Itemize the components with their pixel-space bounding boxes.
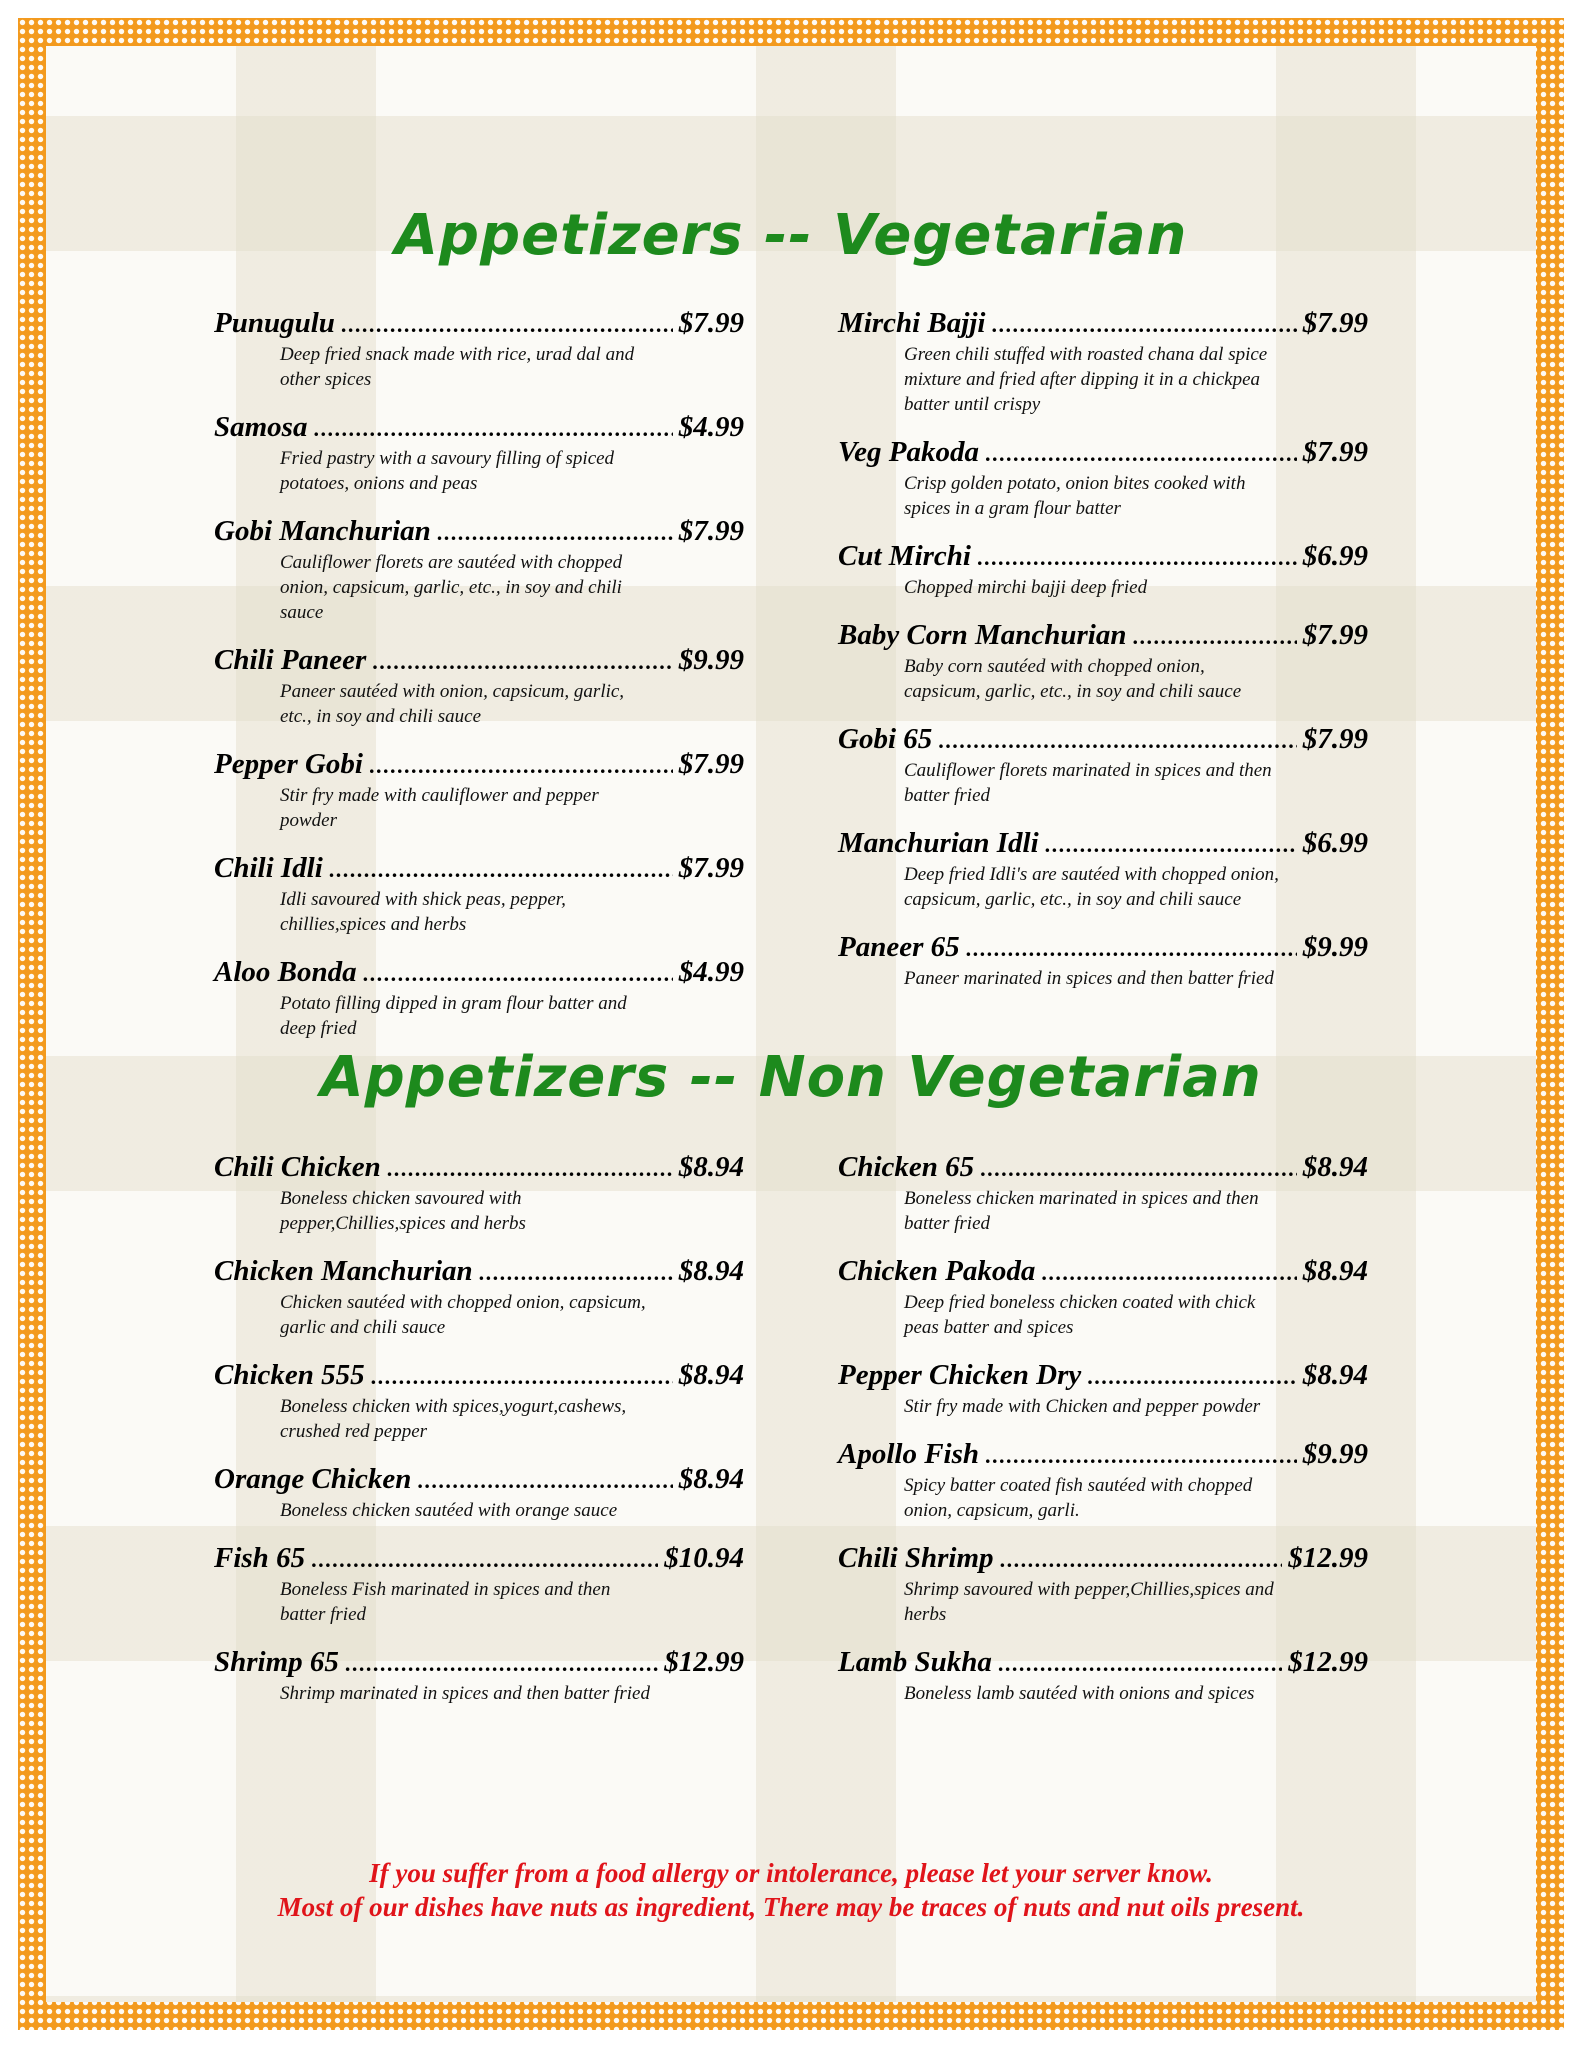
menu-item-description: Deep fried boneless chicken coated with chick peas batter and spices — [904, 1292, 1256, 1338]
menu-item-price: $7.99 — [678, 515, 744, 547]
menu-item-name: Baby Corn Manchurian — [838, 619, 1127, 651]
menu-item-price: $8.94 — [1302, 1255, 1368, 1287]
dot-leader — [1000, 1543, 1283, 1577]
menu-item-header — [214, 955, 744, 991]
menu-item — [214, 514, 744, 625]
dot-leader — [938, 724, 1297, 758]
menu-item-name: Punugulu — [214, 307, 335, 339]
menu-item-price: $7.99 — [1302, 619, 1368, 651]
menu-item-price: $6.99 — [1302, 540, 1368, 572]
menu-item-header — [838, 1437, 1368, 1473]
menu-item-description: Boneless Fish marinated in spices and then batter fried — [280, 1579, 611, 1625]
menu-item-description: Boneless chicken marinated in spices and then batter fried — [904, 1188, 1259, 1234]
menu-item-name: Pepper Chicken Dry — [838, 1359, 1082, 1391]
menu-item-description: Boneless chicken with spices,yogurt,cashews, crushed red pepper — [280, 1396, 627, 1442]
menu-item-price: $6.99 — [1302, 827, 1368, 859]
menu-item — [214, 410, 744, 496]
dot-leader — [1133, 620, 1297, 654]
menu-item-description: Shrimp savoured with pepper,Chillies,spices and herbs — [904, 1579, 1274, 1625]
menu-item-price: $7.99 — [678, 307, 744, 339]
menu-item-price: $9.99 — [678, 644, 744, 676]
menu-item-name: Gobi 65 — [838, 723, 933, 755]
dot-leader — [341, 308, 673, 342]
dot-leader — [980, 1152, 1297, 1186]
dot-leader — [371, 1360, 673, 1394]
dot-leader — [985, 1439, 1297, 1473]
menu-item-header — [838, 1541, 1368, 1577]
menu-item-name: Fish 65 — [214, 1542, 306, 1574]
menu-item-header — [838, 1358, 1368, 1394]
menu-item — [838, 1437, 1368, 1523]
vegetarian-right-column — [838, 306, 1368, 1009]
menu-item-price: $7.99 — [678, 748, 744, 780]
dot-leader — [329, 853, 673, 887]
menu-item — [214, 643, 744, 729]
menu-item-header — [214, 747, 744, 783]
menu-item-header — [214, 1541, 744, 1577]
dot-leader — [369, 749, 673, 783]
dot-leader — [372, 645, 672, 679]
menu-item-price: $7.99 — [1302, 307, 1368, 339]
menu-item-description: Boneless chicken sautéed with orange sauce — [280, 1500, 618, 1521]
dot-leader — [985, 437, 1297, 471]
menu-item-description: Potato filling dipped in gram flour batter and deep fried — [280, 993, 627, 1039]
menu-item — [838, 1254, 1368, 1340]
menu-item-header — [838, 618, 1368, 654]
menu-item-description: Fried pastry with a savoury filling of spiced potatoes, onions and peas — [280, 448, 615, 494]
menu-item — [838, 618, 1368, 704]
menu-item-header — [214, 643, 744, 679]
menu-item-description: Paneer marinated in spices and then batter fried — [904, 968, 1274, 989]
menu-item-price: $8.94 — [678, 1151, 744, 1183]
menu-item-name: Chili Chicken — [214, 1151, 381, 1183]
menu-item-name: Aloo Bonda — [214, 956, 357, 988]
menu-item-header — [214, 1254, 744, 1290]
menu-item-description: Baby corn sautéed with chopped onion, capsicum, garlic, etc., in soy and chili sauce — [904, 656, 1242, 702]
menu-item — [838, 539, 1368, 600]
dot-leader — [387, 1152, 673, 1186]
menu-item-description: Cauliflower florets marinated in spices and then batter fried — [904, 760, 1272, 806]
menu-item-header — [214, 851, 744, 887]
dot-leader — [345, 1647, 658, 1681]
dot-leader — [1041, 1256, 1296, 1290]
menu-item-name: Mirchi Bajji — [838, 307, 986, 339]
menu-item — [838, 1645, 1368, 1706]
menu-item-name: Lamb Sukha — [838, 1646, 992, 1678]
menu-item — [214, 1254, 744, 1340]
menu-item-name: Chicken Pakoda — [838, 1255, 1036, 1287]
dot-leader — [998, 1647, 1282, 1681]
menu-item-header — [838, 1645, 1368, 1681]
menu-item-header — [838, 1254, 1368, 1290]
menu-item-header — [214, 306, 744, 342]
menu-item-name: Pepper Gobi — [214, 748, 363, 780]
menu-item-name: Veg Pakoda — [838, 436, 979, 468]
menu-item-header — [838, 306, 1368, 342]
menu-item — [214, 1358, 744, 1444]
menu-item-name: Chicken 65 — [838, 1151, 975, 1183]
menu-item-description: Deep fried snack made with rice, urad dal and other spices — [280, 344, 635, 390]
menu-item-price: $9.99 — [1302, 1438, 1368, 1470]
non-vegetarian-right-column — [838, 1150, 1368, 1724]
menu-item-name: Chili Shrimp — [838, 1542, 994, 1574]
menu-item — [214, 1150, 744, 1236]
menu-item-description: Deep fried Idli's are sautéed with chopped onion, capsicum, garlic, etc., in soy and chili sauce — [904, 864, 1279, 910]
dot-leader — [966, 932, 1297, 966]
menu-item-name: Apollo Fish — [838, 1438, 980, 1470]
menu-item — [214, 1541, 744, 1627]
menu-item-header — [838, 539, 1368, 575]
menu-item-name: Samosa — [214, 411, 308, 443]
menu-item — [214, 955, 744, 1041]
menu-item-header — [214, 514, 744, 550]
allergy-notice: If you suffer from a food allergy or intolerance, please let your server know. — [369, 1858, 1213, 1888]
menu-item — [838, 826, 1368, 912]
menu-item-price: $12.99 — [1288, 1646, 1368, 1678]
dot-leader — [991, 308, 1296, 342]
section-title-non-vegetarian: Appetizers -- Non Vegetarian — [320, 1045, 1262, 1110]
vegetarian-left-column — [214, 306, 744, 1059]
menu-item — [214, 1462, 744, 1523]
menu-item-description: Spicy batter coated fish sautéed with chopped onion, capsicum, garli. — [904, 1475, 1253, 1521]
menu-item-name: Shrimp 65 — [214, 1646, 339, 1678]
menu-item — [214, 306, 744, 392]
menu-item — [838, 930, 1368, 991]
menu-item-description: Boneless chicken savoured with pepper,Chillies,spices and herbs — [280, 1188, 526, 1234]
menu-item-price: $8.94 — [678, 1359, 744, 1391]
menu-item-header — [214, 1150, 744, 1186]
menu-item-description: Chicken sautéed with chopped onion, capsicum, garlic and chili sauce — [280, 1292, 646, 1338]
menu-item — [214, 851, 744, 937]
menu-item-header — [838, 435, 1368, 471]
menu-item-description: Boneless lamb sautéed with onions and spices — [904, 1683, 1255, 1704]
menu-item — [214, 1645, 744, 1706]
menu-item-name: Chili Paneer — [214, 644, 367, 676]
menu-item-name: Paneer 65 — [838, 931, 960, 963]
menu-item — [838, 1541, 1368, 1627]
nuts-notice: Most of our dishes have nuts as ingredient, There may be traces of nuts and nut oils present. — [277, 1892, 1305, 1922]
menu-item-header — [838, 722, 1368, 758]
non-vegetarian-left-column — [214, 1150, 744, 1724]
menu-item-header — [214, 410, 744, 446]
menu-item-header — [214, 1645, 744, 1681]
dot-leader — [363, 957, 673, 991]
menu-item — [838, 435, 1368, 521]
menu-item-price: $10.94 — [664, 1542, 744, 1574]
menu-item — [214, 747, 744, 833]
section-title-vegetarian: Appetizers -- Vegetarian — [394, 203, 1188, 268]
menu-item-name: Cut Mirchi — [838, 540, 971, 572]
menu-item-price: $7.99 — [678, 852, 744, 884]
dot-leader — [313, 412, 672, 446]
menu-item — [838, 1150, 1368, 1236]
menu-item-name: Gobi Manchurian — [214, 515, 431, 547]
menu-item-name: Chicken 555 — [214, 1359, 365, 1391]
menu-item-header — [214, 1358, 744, 1394]
menu-item-description: Cauliflower florets are sautéed with chopped onion, capsicum, garlic, etc., in soy and chili sauce — [280, 552, 623, 623]
menu-item-description: Green chili stuffed with roasted chana dal spice mixture and fried after dipping it in a chickpea batter until crispy — [904, 344, 1268, 415]
menu-item-price: $4.99 — [678, 411, 744, 443]
dot-leader — [311, 1543, 658, 1577]
dot-leader — [479, 1256, 673, 1290]
menu-item-description: Shrimp marinated in spices and then batter fried — [280, 1683, 650, 1704]
menu-item-price: $4.99 — [678, 956, 744, 988]
menu-item-name: Chicken Manchurian — [214, 1255, 473, 1287]
menu-item-name: Chili Idli — [214, 852, 323, 884]
menu-item-price: $7.99 — [1302, 436, 1368, 468]
menu-item-description: Stir fry made with Chicken and pepper powder — [904, 1396, 1261, 1417]
dot-leader — [437, 516, 673, 550]
menu-item-header — [838, 826, 1368, 862]
menu-item-description: Crisp golden potato, onion bites cooked with spices in a gram flour batter — [904, 473, 1246, 519]
menu-item-price: $7.99 — [1302, 723, 1368, 755]
dot-leader — [977, 541, 1297, 575]
dot-leader — [1045, 828, 1297, 862]
menu-item-price: $12.99 — [1288, 1542, 1368, 1574]
menu-item-header — [214, 1462, 744, 1498]
menu-item-price: $8.94 — [1302, 1151, 1368, 1183]
menu-item-description: Paneer sautéed with onion, capsicum, garlic, etc., in soy and chili sauce — [280, 681, 625, 727]
menu-item-description: Stir fry made with cauliflower and pepper powder — [280, 785, 599, 831]
menu-item-price: $8.94 — [678, 1463, 744, 1495]
menu-item-price: $8.94 — [1302, 1359, 1368, 1391]
menu-item-price: $12.99 — [664, 1646, 744, 1678]
menu-item-description: Idli savoured with shick peas, pepper, chillies,spices and herbs — [280, 889, 566, 935]
menu-item-price: $9.99 — [1302, 931, 1368, 963]
menu-item — [838, 722, 1368, 808]
menu-item-price: $8.94 — [678, 1255, 744, 1287]
dot-leader — [417, 1464, 672, 1498]
menu-item — [838, 306, 1368, 417]
menu-item-description: Chopped mirchi bajji deep fried — [904, 577, 1148, 598]
dot-leader — [1087, 1360, 1297, 1394]
menu-item-header — [838, 930, 1368, 966]
menu-item-name: Manchurian Idli — [838, 827, 1039, 859]
menu-item-name: Orange Chicken — [214, 1463, 412, 1495]
menu-item — [838, 1358, 1368, 1419]
menu-item-header — [838, 1150, 1368, 1186]
